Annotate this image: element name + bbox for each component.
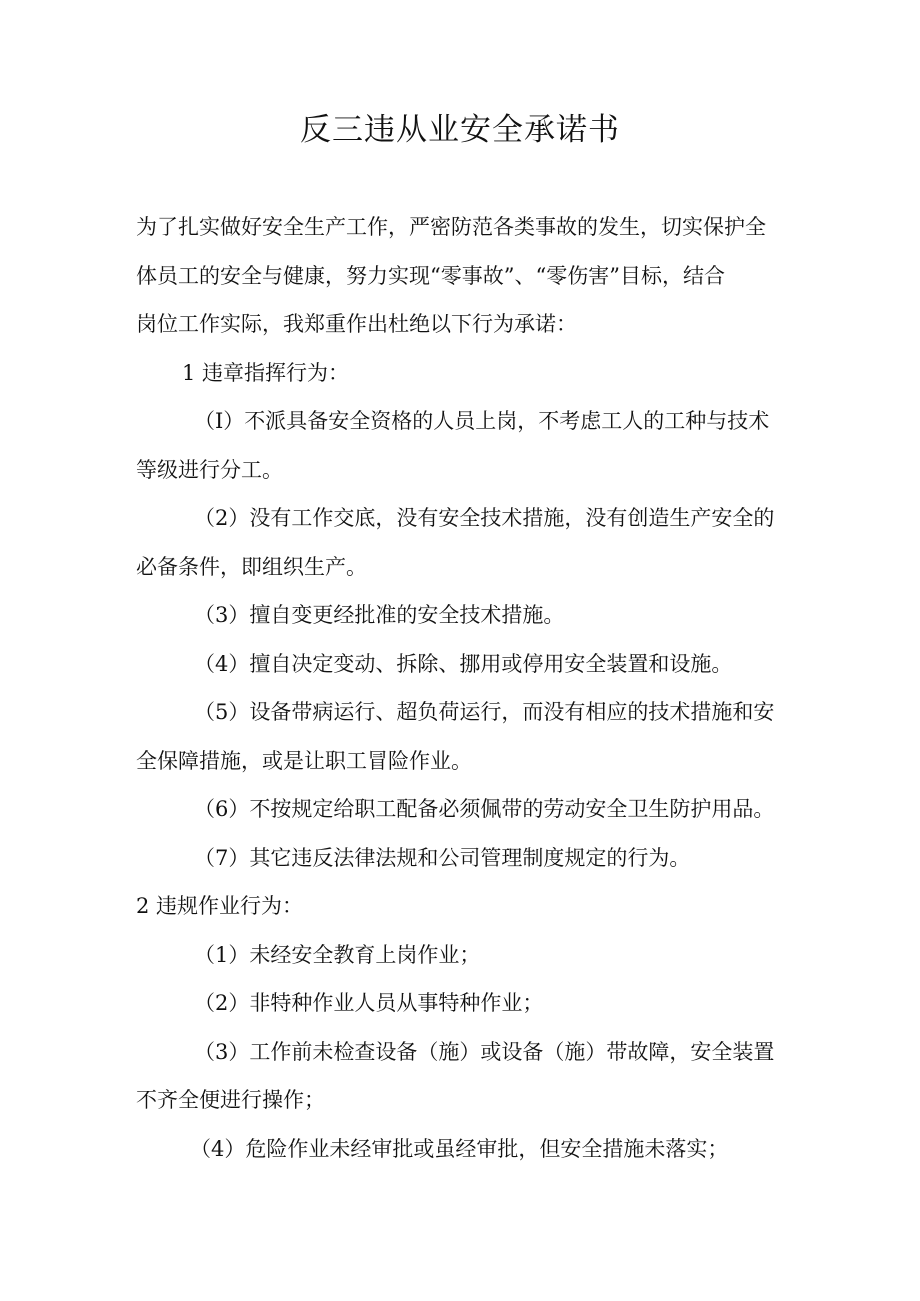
section-1-item-4: （4）擅自决定变动、拆除、挪用或停用安全装置和设施。 [194,652,733,676]
section-1-item-6: （6）不按规定给职工配备必须佩带的劳动安全卫生防护用品。 [194,797,775,821]
section-1-item-1-line-1: （I）不派具备安全资格的人员上岗，不考虑工人的工种与技术 [194,409,770,433]
section-2-item-1: （1）未经安全教育上岗作业； [194,943,481,967]
section-1-item-5-line-2: 全保障措施，或是让职工冒险作业。 [136,749,472,773]
section-1-item-3: （3）擅自变更经批准的安全技术措施。 [194,603,565,627]
section-1-item-2-line-1: （2）没有工作交底，没有安全技术措施，没有创造生产安全的 [194,506,775,530]
intro-line-1: 为了扎实做好安全生产工作，严密防范各类事故的发生，切实保护全 [136,215,766,239]
intro-line-2: 体员工的安全与健康，努力实现“零事故”、“零伤害”目标，结合 [136,264,725,288]
section-2-item-2: （2）非特种作业人员从事特种作业； [194,991,544,1015]
section-2-heading: 2 违规作业行为： [136,894,304,918]
section-1-item-2-line-2: 必备条件，即组织生产。 [136,555,367,579]
intro-line-3: 岗位工作实际，我郑重作出杜绝以下行为承诺： [136,312,577,336]
section-1-item-7: （7）其它违反法律法规和公司管理制度规定的行为。 [194,846,691,870]
section-1-heading: 1 违章指挥行为： [182,361,350,385]
section-2-item-3-line-1: （3）工作前未检查设备（施）或设备（施）带故障，安全装置 [194,1040,775,1064]
section-1-item-5-line-1: （5）设备带病运行、超负荷运行，而没有相应的技术措施和安 [194,700,775,724]
section-2-item-4: （4）危险作业未经审批或虽经审批，但安全措施未落实； [190,1137,729,1161]
document-title: 反三违从业安全承诺书 [300,112,620,148]
section-2-item-3-line-2: 不齐全便进行操作； [136,1088,325,1112]
section-1-item-1-line-2: 等级进行分工。 [136,458,283,482]
